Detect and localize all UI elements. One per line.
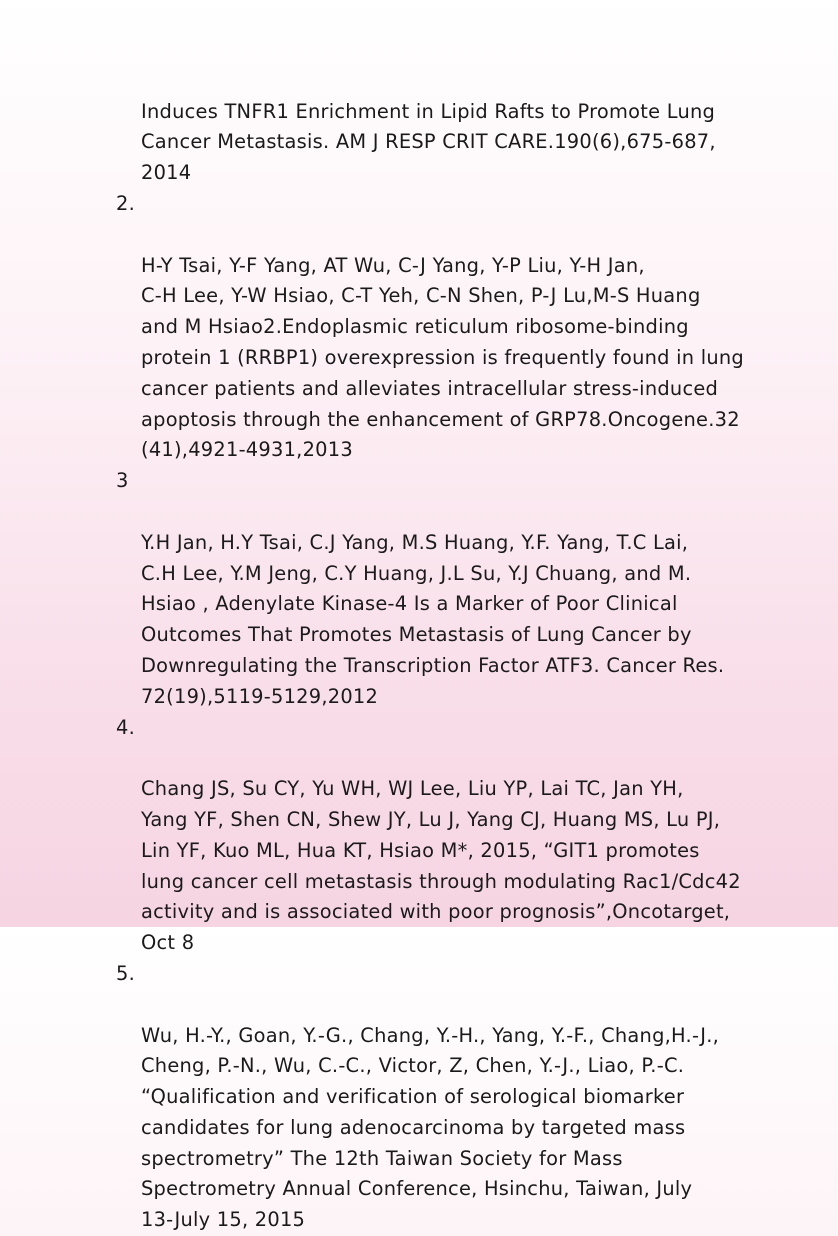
reference-number: 4. [116,715,136,739]
reference-item-5 [0,959,828,1236]
reference-item-2 [0,189,828,466]
reference-text: Chang JS, Su CY, Yu WH, WJ Lee, Liu YP, Lai TC, Jan YH, Yang YF, Shen CN, Shew JY, Lu J, Yang CJ, Huang MS, Lu PJ, Lin YF, Kuo ML, Hua KT, Hsiao M*, 2015, “GIT1 promotes lung cancer cell metastasis through modulating Rac1/Cdc42 activity and is associated with poor prognosis”,Oncotarget, Oct 8 [141,777,741,955]
reference-text: H-Y Tsai, Y-F Yang, AT Wu, C-J Yang, Y-P Liu, Y-H Jan, C-H Lee, Y-W Hsiao, C-T Yeh, C-N Shen, P-J Lu,M-S Huang and M Hsiao2.Endoplasmic reticulum ribosome-binding protein 1 (RRBP1) overexpression is frequently found in lung cancer patients and alleviates intracellular stress-induced apoptosis through the enhancement of GRP78.Oncogene.32 (41),4921-4931,2013 [141,253,744,462]
reference-text: Induces TNFR1 Enrichment in Lipid Rafts to Promote Lung Cancer Metastasis. AM J RESP CRIT CARE.190(6),675-687, 2014 [141,99,716,185]
reference-number: 3 [116,469,129,493]
reference-item-4 [0,713,828,959]
reference-item-3 [0,466,828,712]
reference-text: Wu, H.-Y., Goan, Y.-G., Chang, Y.-H., Yang, Y.-F., Chang,H.-J., Cheng, P.-N., Wu, C.-C., Victor, Z, Chen, Y.-J., Liao, P.-C. “Qualification and verification of serological biomarker candidates for lung adenocarcinoma by targeted mass spectrometry” The 12th Taiwan Society for Mass Spectrometry Annual Conference, Hsinchu, Taiwan, July 13-July 15, 2015 [141,1023,720,1232]
reference-number: 5. [116,961,136,985]
reference-text: Y.H Jan, H.Y Tsai, C.J Yang, M.S Huang, Y.F. Yang, T.C Lai, C.H Lee, Y.M Jeng, C.Y Huang, J.L Su, Y.J Chuang, and M. Hsiao , Adenylate Kinase-4 Is a Marker of Poor Clinical Outcomes That Promotes Metastasis of Lung Cancer by Downregulating the Transcription Factor ATF3. Cancer Res. 72(19),5119-5129,2012 [141,530,725,708]
reference-number: 2. [116,191,136,215]
reference-item-continued [0,35,828,189]
